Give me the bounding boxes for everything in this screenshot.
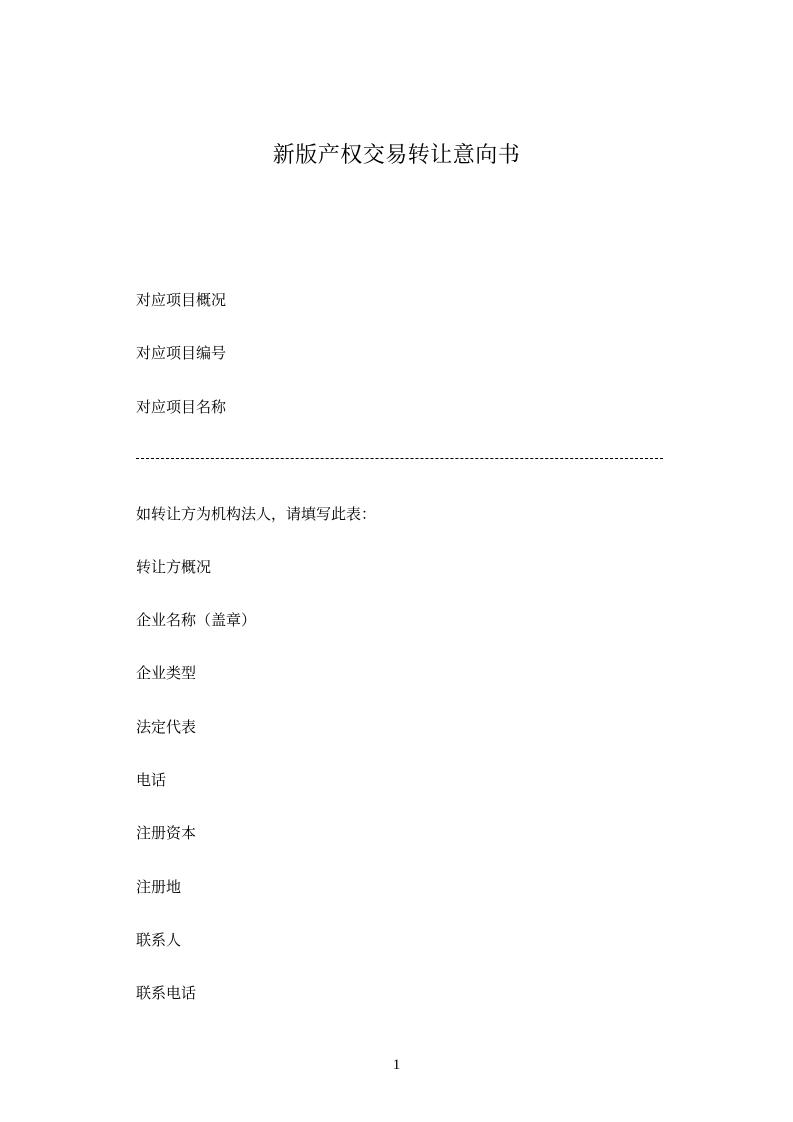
company-name-label: 企业名称（盖章） bbox=[136, 611, 257, 629]
contact-person-label: 联系人 bbox=[136, 931, 182, 949]
legal-representative-label: 法定代表 bbox=[136, 718, 197, 736]
section-divider bbox=[136, 458, 663, 459]
phone-label: 电话 bbox=[136, 771, 167, 789]
document-title: 新版产权交易转让意向书 bbox=[272, 143, 521, 168]
contact-phone-label: 联系电话 bbox=[136, 984, 197, 1002]
company-type-label: 企业类型 bbox=[136, 664, 197, 682]
project-number-label: 对应项目编号 bbox=[136, 344, 227, 362]
page-number: 1 bbox=[392, 1057, 401, 1073]
registered-capital-label: 注册资本 bbox=[136, 824, 197, 842]
project-name-label: 对应项目名称 bbox=[136, 398, 227, 416]
transferor-intro-text: 如转让方为机构法人，请填写此表： bbox=[136, 505, 377, 523]
transferor-overview-label: 转让方概况 bbox=[136, 558, 212, 576]
registered-address-label: 注册地 bbox=[136, 878, 182, 896]
project-overview-label: 对应项目概况 bbox=[136, 291, 227, 309]
